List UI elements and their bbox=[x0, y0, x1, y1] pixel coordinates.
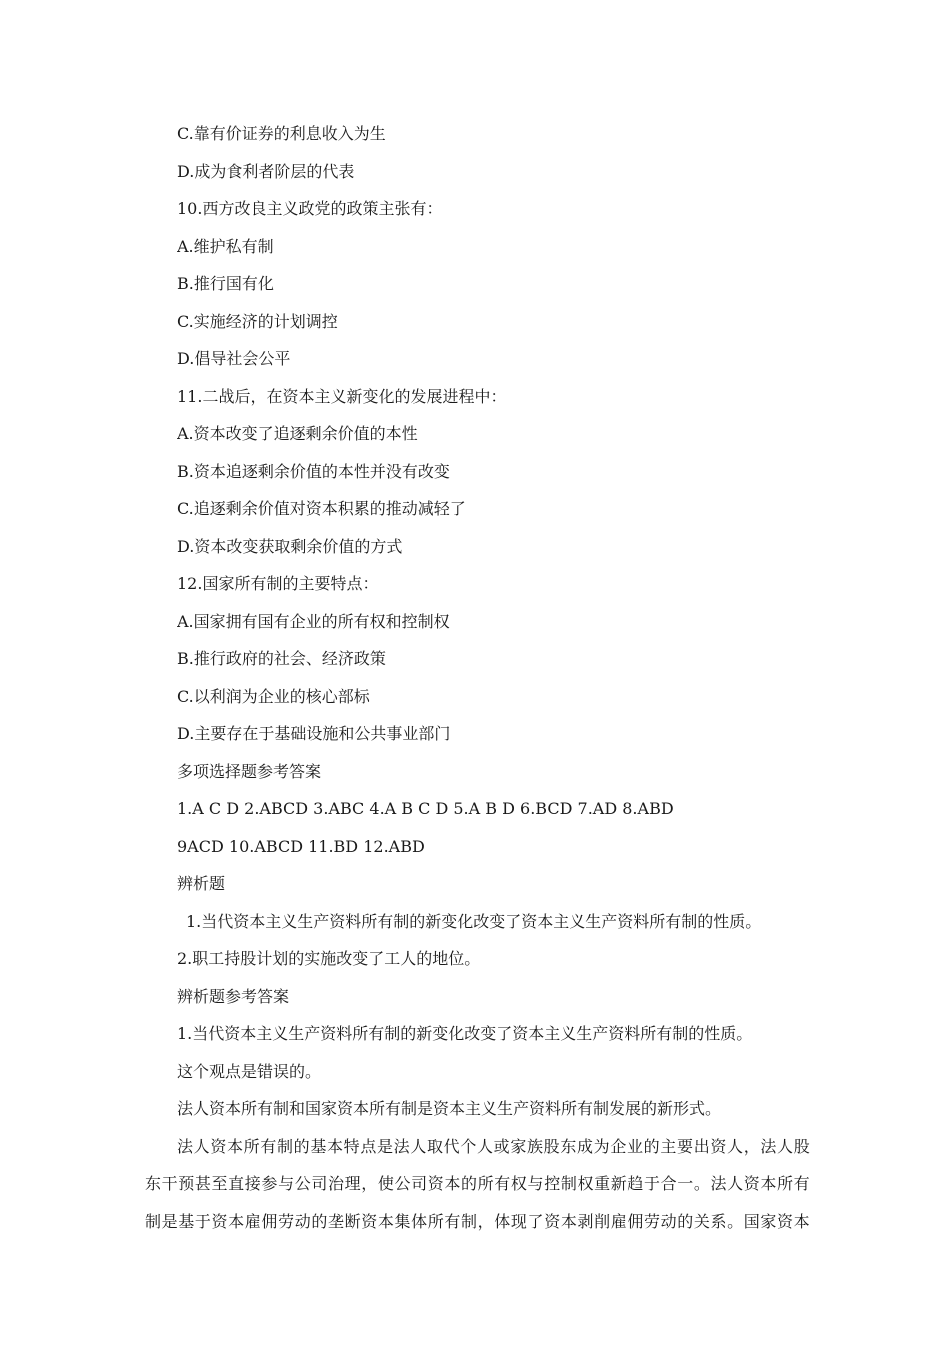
q10-option-a: A.维护私有制 bbox=[177, 236, 274, 256]
q11-stem: 11.二战后，在资本主义新变化的发展进程中： bbox=[177, 386, 507, 406]
paragraph-line-2: 东干预甚至直接参与公司治理，使公司资本的所有权与控制权重新趋于合一。法人资本所有 bbox=[145, 1174, 810, 1193]
q10-stem: 10.西方改良主义政党的政策主张有： bbox=[177, 199, 443, 218]
mc-answers-heading: 多项选择题参考答案 bbox=[177, 761, 322, 781]
discrimination-item-2: 2.职工持股计划的实施改变了工人的地位。 bbox=[177, 949, 481, 968]
explanation-paragraph bbox=[145, 1128, 810, 1241]
q12-option-a: A.国家拥有国有企业的所有权和控制权 bbox=[177, 611, 450, 631]
q11-option-d: D.资本改变获取剩余价值的方式 bbox=[177, 536, 403, 556]
q11-option-c: C.追逐剩余价值对资本积累的推动减轻了 bbox=[177, 499, 466, 518]
discrimination-answer-statement: 法人资本所有制和国家资本所有制是资本主义生产资料所有制发展的新形式。 bbox=[177, 1099, 722, 1118]
mc-answers-line-2: 9ACD 10.ABCD 11.BD 12.ABD bbox=[177, 836, 425, 856]
discrimination-answer-verdict: 这个观点是错误的。 bbox=[177, 1061, 322, 1081]
q9-option-c: C.靠有价证券的利息收入为生 bbox=[177, 124, 386, 143]
q10-option-d: D.倡导社会公平 bbox=[177, 349, 291, 368]
discrimination-answers-heading: 辨析题参考答案 bbox=[177, 986, 290, 1006]
discrimination-heading: 辨析题 bbox=[177, 874, 226, 893]
q12-option-c: C.以利润为企业的核心部标 bbox=[177, 686, 370, 706]
q11-option-a: A.资本改变了追逐剩余价值的本性 bbox=[177, 424, 418, 443]
q10-option-c: C.实施经济的计划调控 bbox=[177, 311, 338, 331]
q12-option-d: D.主要存在于基础设施和公共事业部门 bbox=[177, 724, 451, 743]
discrimination-item-1: 1.当代资本主义生产资料所有制的新变化改变了资本主义生产资料所有制的性质。 bbox=[186, 911, 762, 931]
q12-option-b: B.推行政府的社会、经济政策 bbox=[177, 649, 386, 668]
discrimination-answer-item-1: 1.当代资本主义生产资料所有制的新变化改变了资本主义生产资料所有制的性质。 bbox=[177, 1024, 753, 1043]
paragraph-line-1: 法人资本所有制的基本特点是法人取代个人或家族股东成为企业的主要出资人，法人股 bbox=[177, 1136, 810, 1156]
q12-stem: 12.国家所有制的主要特点： bbox=[177, 574, 379, 593]
paragraph-line-3: 制是基于资本雇佣劳动的垄断资本集体所有制，体现了资本剥削雇佣劳动的关系。国家资本 bbox=[145, 1211, 810, 1231]
q9-option-d: D.成为食利者阶层的代表 bbox=[177, 161, 355, 181]
page-content bbox=[145, 115, 810, 1240]
q10-option-b: B.推行国有化 bbox=[177, 274, 274, 293]
mc-answers-line-1: 1.A C D 2.ABCD 3.ABC 4.A B C D 5.A B D 6.BCD 7.AD 8.ABD bbox=[177, 799, 674, 818]
q11-option-b: B.资本追逐剩余价值的本性并没有改变 bbox=[177, 461, 450, 481]
